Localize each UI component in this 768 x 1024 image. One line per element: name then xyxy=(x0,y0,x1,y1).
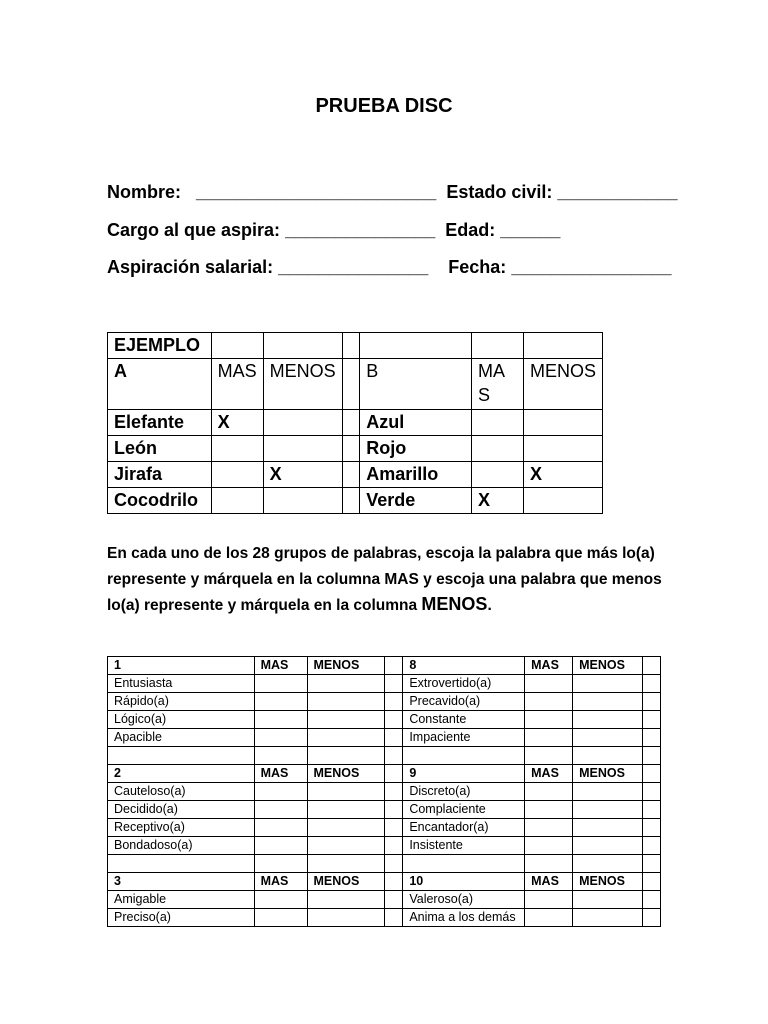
word-cell: Decidido(a) xyxy=(108,801,255,819)
group-word-row xyxy=(108,801,661,819)
spacer-cell xyxy=(642,819,660,837)
aspiracion-field[interactable]: _______________ xyxy=(278,257,429,277)
example-mas-header-right: MA S xyxy=(471,359,523,410)
menos-cell[interactable] xyxy=(573,675,643,693)
group-word-row xyxy=(108,783,661,801)
word-cell: Apacible xyxy=(108,729,255,747)
estado-civil-field[interactable]: ____________ xyxy=(557,182,678,202)
mas-header: MAS xyxy=(525,873,573,891)
edad-field[interactable]: ______ xyxy=(500,220,561,240)
mas-cell[interactable] xyxy=(254,693,307,711)
menos-cell[interactable] xyxy=(307,693,385,711)
group-number: 2 xyxy=(108,765,255,783)
example-mark[interactable]: X xyxy=(211,410,263,436)
mas-cell[interactable] xyxy=(525,819,573,837)
spacer-cell xyxy=(385,801,403,819)
mas-cell[interactable] xyxy=(254,783,307,801)
word-cell: Discreto(a) xyxy=(403,783,525,801)
group-word-row xyxy=(108,711,661,729)
example-row: Elefante X Azul xyxy=(108,410,603,436)
menos-cell[interactable] xyxy=(573,819,643,837)
page-title: PRUEBA DISC xyxy=(315,95,453,117)
menos-cell[interactable] xyxy=(573,711,643,729)
mas-cell[interactable] xyxy=(525,711,573,729)
example-mark[interactable] xyxy=(523,436,602,462)
example-right-header: B xyxy=(360,359,472,410)
word-cell: Cauteloso(a) xyxy=(108,783,255,801)
field-row-cargo xyxy=(107,220,560,241)
example-mark[interactable] xyxy=(263,436,342,462)
spacer-cell xyxy=(642,711,660,729)
menos-cell[interactable] xyxy=(307,675,385,693)
example-mark[interactable] xyxy=(211,488,263,514)
menos-header: MENOS xyxy=(307,873,385,891)
group-number: 1 xyxy=(108,657,255,675)
mas-cell[interactable] xyxy=(254,675,307,693)
word-cell: Rápido(a) xyxy=(108,693,255,711)
menos-cell[interactable] xyxy=(573,909,643,927)
menos-header: MENOS xyxy=(573,873,643,891)
word-cell: Encantador(a) xyxy=(403,819,525,837)
menos-header: MENOS xyxy=(307,765,385,783)
cargo-label: Cargo al que aspira: xyxy=(107,220,281,240)
example-mark[interactable] xyxy=(471,436,523,462)
spacer-cell xyxy=(385,819,403,837)
spacer-cell xyxy=(642,837,660,855)
instructions-text: En cada uno de los 28 grupos de palabras, escoja la palabra que más lo(a) represente y márquela en la columna MAS y escoja una palabra que menos lo(a) represente y márquela en la columna MENOS. xyxy=(107,545,662,614)
group-number: 9 xyxy=(403,765,525,783)
example-mark[interactable]: X xyxy=(263,462,342,488)
menos-cell[interactable] xyxy=(307,801,385,819)
mas-header: MAS xyxy=(254,765,307,783)
example-row: Cocodrilo Verde X xyxy=(108,488,603,514)
nombre-label: Nombre: xyxy=(107,182,182,202)
menos-cell[interactable] xyxy=(307,891,385,909)
mas-cell[interactable] xyxy=(525,675,573,693)
menos-cell[interactable] xyxy=(573,801,643,819)
mas-cell[interactable] xyxy=(254,891,307,909)
group-word-row xyxy=(108,675,661,693)
group-word-row xyxy=(108,837,661,855)
word-cell: Extrovertido(a) xyxy=(403,675,525,693)
field-row-nombre xyxy=(107,182,678,203)
word-cell: Receptivo(a) xyxy=(108,819,255,837)
mas-cell[interactable] xyxy=(525,783,573,801)
spacer-cell xyxy=(642,729,660,747)
word-cell: Amigable xyxy=(108,891,255,909)
groups-table xyxy=(107,656,661,927)
example-title-row xyxy=(108,333,603,359)
mas-cell[interactable] xyxy=(254,801,307,819)
word-cell: Insistente xyxy=(403,837,525,855)
group-separator-row xyxy=(108,747,661,765)
menos-cell[interactable] xyxy=(307,729,385,747)
spacer-cell xyxy=(385,891,403,909)
spacer-cell xyxy=(642,783,660,801)
group-header-row xyxy=(108,765,661,783)
word-cell: Lógico(a) xyxy=(108,711,255,729)
mas-header: MAS xyxy=(525,765,573,783)
example-row: Jirafa X Amarillo X xyxy=(108,462,603,488)
menos-cell[interactable] xyxy=(307,819,385,837)
spacer-cell xyxy=(385,783,403,801)
example-mark[interactable] xyxy=(523,488,602,514)
mas-cell[interactable] xyxy=(254,819,307,837)
group-word-row xyxy=(108,819,661,837)
mas-cell[interactable] xyxy=(525,801,573,819)
spacer-cell xyxy=(642,909,660,927)
mas-header: MAS xyxy=(525,657,573,675)
spacer-cell xyxy=(385,675,403,693)
word-cell: Valeroso(a) xyxy=(403,891,525,909)
fecha-label: Fecha: xyxy=(448,257,507,277)
group-number: 8 xyxy=(403,657,525,675)
example-mark[interactable] xyxy=(211,462,263,488)
word-cell: Preciso(a) xyxy=(108,909,255,927)
example-mark[interactable]: X xyxy=(471,488,523,514)
mas-cell[interactable] xyxy=(525,729,573,747)
group-number: 3 xyxy=(108,873,255,891)
example-mas-header-left: MAS xyxy=(211,359,263,410)
edad-label: Edad: xyxy=(445,220,496,240)
menos-header: MENOS xyxy=(307,657,385,675)
mas-header: MAS xyxy=(254,873,307,891)
estado-civil-label: Estado civil: xyxy=(446,182,553,202)
mas-cell[interactable] xyxy=(254,909,307,927)
menos-cell[interactable] xyxy=(573,837,643,855)
group-header-row xyxy=(108,873,661,891)
example-title: EJEMPLO xyxy=(108,333,212,359)
mas-cell[interactable] xyxy=(525,909,573,927)
example-mark[interactable] xyxy=(471,410,523,436)
spacer-cell xyxy=(385,837,403,855)
example-mark[interactable] xyxy=(263,488,342,514)
spacer-cell xyxy=(642,801,660,819)
group-word-row xyxy=(108,729,661,747)
cargo-field[interactable]: _______________ xyxy=(285,220,436,240)
example-row: León Rojo xyxy=(108,436,603,462)
aspiracion-label: Aspiración salarial: xyxy=(107,257,274,277)
menos-cell[interactable] xyxy=(573,693,643,711)
menos-cell[interactable] xyxy=(307,711,385,729)
group-separator-row xyxy=(108,855,661,873)
word-cell: Precavido(a) xyxy=(403,693,525,711)
example-header-row xyxy=(108,359,603,410)
spacer-cell xyxy=(385,693,403,711)
spacer-cell xyxy=(385,909,403,927)
mas-cell[interactable] xyxy=(254,729,307,747)
spacer-cell xyxy=(642,891,660,909)
group-word-row xyxy=(108,891,661,909)
mas-cell[interactable] xyxy=(525,837,573,855)
spacer-cell xyxy=(642,675,660,693)
example-menos-header-left: MENOS xyxy=(263,359,342,410)
menos-cell[interactable] xyxy=(307,909,385,927)
word-cell: Constante xyxy=(403,711,525,729)
mas-cell[interactable] xyxy=(525,693,573,711)
menos-header: MENOS xyxy=(573,657,643,675)
spacer-cell xyxy=(642,693,660,711)
word-cell: Anima a los demás xyxy=(403,909,525,927)
menos-cell[interactable] xyxy=(573,783,643,801)
example-mark[interactable] xyxy=(211,436,263,462)
example-mark[interactable] xyxy=(263,410,342,436)
group-number: 10 xyxy=(403,873,525,891)
instructions-emphasis: MENOS xyxy=(421,594,488,614)
nombre-field[interactable]: ________________________ xyxy=(196,182,437,202)
example-mark[interactable] xyxy=(471,462,523,488)
example-mark[interactable] xyxy=(523,410,602,436)
word-cell: Entusiasta xyxy=(108,675,255,693)
word-cell: Impaciente xyxy=(403,729,525,747)
menos-header: MENOS xyxy=(573,765,643,783)
mas-header: MAS xyxy=(254,657,307,675)
menos-cell[interactable] xyxy=(307,783,385,801)
word-cell: Bondadoso(a) xyxy=(108,837,255,855)
group-word-row xyxy=(108,909,661,927)
mas-cell[interactable] xyxy=(254,837,307,855)
example-table xyxy=(107,332,603,514)
mas-cell[interactable] xyxy=(525,891,573,909)
menos-cell[interactable] xyxy=(573,891,643,909)
fecha-field[interactable]: ________________ xyxy=(511,257,672,277)
example-left-header: A xyxy=(108,359,212,410)
group-word-row xyxy=(108,693,661,711)
group-header-row xyxy=(108,657,661,675)
word-cell: Complaciente xyxy=(403,801,525,819)
mas-cell[interactable] xyxy=(254,711,307,729)
menos-cell[interactable] xyxy=(307,837,385,855)
spacer-cell xyxy=(385,711,403,729)
example-menos-header-right: MENOS xyxy=(523,359,602,410)
spacer-cell xyxy=(385,729,403,747)
menos-cell[interactable] xyxy=(573,729,643,747)
example-mark[interactable]: X xyxy=(523,462,602,488)
field-row-aspiracion xyxy=(107,257,672,278)
